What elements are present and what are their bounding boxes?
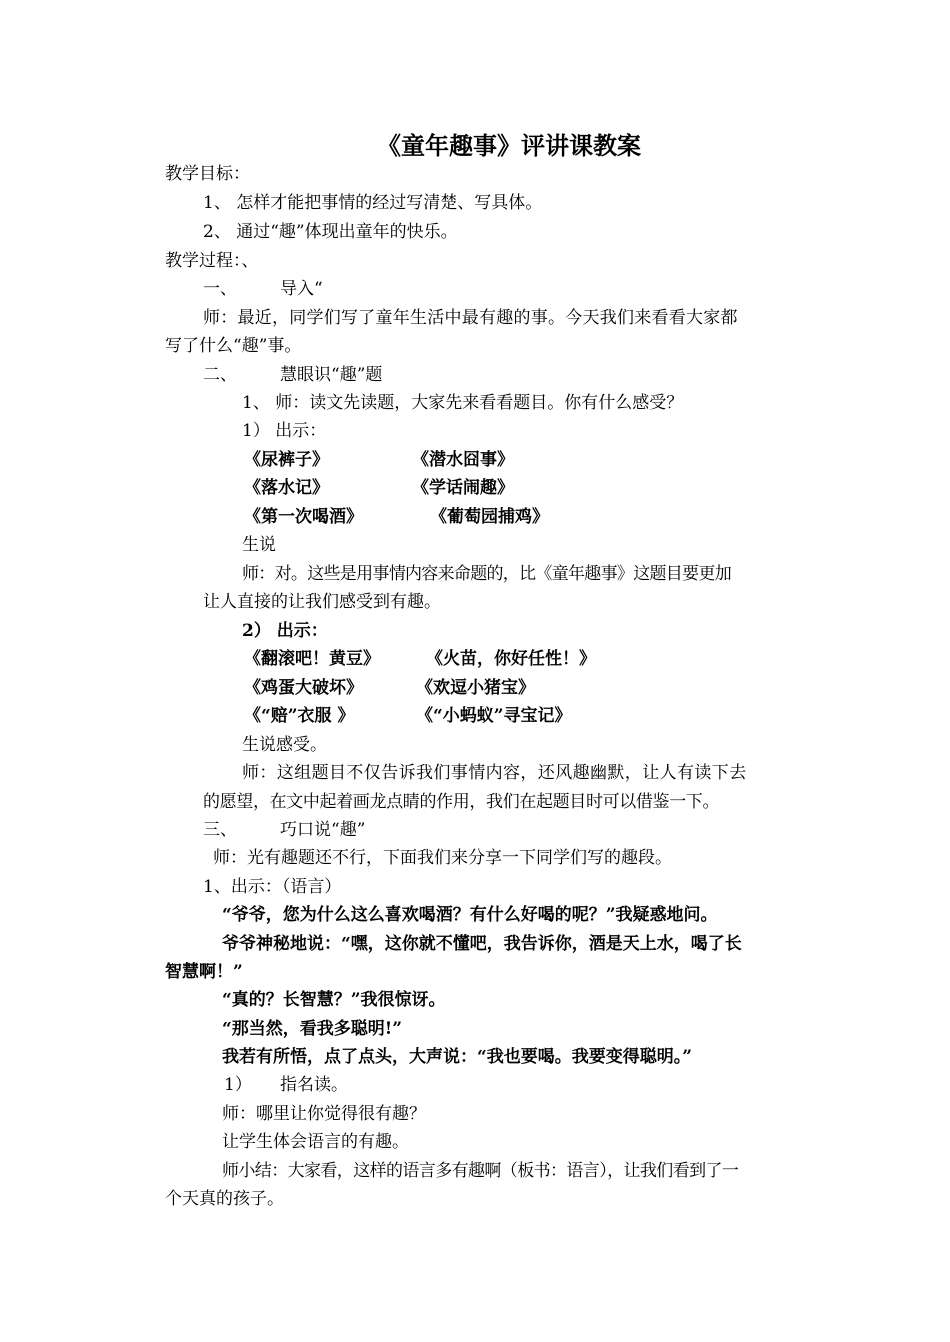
section-1-number: 一、 [203, 279, 237, 299]
essay-title: 《“小蚂蚁”寻宝记》 [416, 706, 572, 726]
dialogue-line: 智慧啊！” [165, 962, 243, 982]
teacher-comment-2-line-2: 的愿望，在文中起着画龙点睛的作用，我们在起题目时可以借鉴一下。 [203, 792, 720, 812]
goal-item-2: 2、 通过“趣”体现出童年的快乐。 [203, 222, 458, 242]
dialogue-line: 爷爷神秘地说：“嘿，这你就不懂吧，我告诉你，酒是天上水，喝了长 [222, 934, 742, 954]
dialogue-line: 我若有所悟，点了点头，大声说：“我也要喝。我要变得聪明。” [222, 1047, 693, 1067]
student-response: 生说 [242, 535, 276, 555]
section-1-para-line-1: 师：最近，同学们写了童年生活中最有趣的事。今天我们来看看大家都 [203, 308, 738, 328]
essay-title: 《第一次喝酒》 [244, 507, 363, 527]
page-title: 《童年趣事》评讲课教案 [377, 131, 641, 160]
essay-title: 《翻滚吧！黄豆》 [244, 649, 380, 669]
dialogue-line: “那当然，看我多聪明!” [222, 1019, 403, 1039]
process-heading: 教学过程：、 [165, 251, 259, 271]
teacher-question: 师：哪里让你觉得很有趣？ [222, 1104, 426, 1124]
essay-title: 《潜水囧事》 [412, 450, 514, 470]
step-1-text: 指名读。 [280, 1075, 348, 1095]
teacher-summary-line-2: 个天真的孩子。 [165, 1189, 284, 1209]
student-experience: 让学生体会语言的有趣。 [222, 1132, 409, 1152]
section-2-number: 二、 [203, 365, 237, 385]
essay-title: 《尿裤子》 [244, 450, 329, 470]
essay-title: 《“赔”衣服 》 [244, 706, 355, 726]
teacher-comment-1-line-1: 师：对。这些是用事情内容来命题的，比《童年趣事》这题目要更加 [242, 564, 731, 584]
section-3-title: 巧口说“趣” [280, 820, 366, 840]
teacher-comment-1-line-2: 让人直接的让我们感受到有趣。 [203, 592, 441, 612]
student-feeling: 生说感受。 [242, 735, 327, 755]
teacher-summary-line-1: 师小结：大家看，这样的语言多有趣啊（板书：语言），让我们看到了一 [222, 1161, 739, 1181]
teacher-comment-2-line-1: 师：这组题目不仅告诉我们事情内容，还风趣幽默，让人有读下去 [242, 763, 747, 783]
section-1-title: 导入“ [280, 279, 323, 299]
section-2-title: 慧眼识“趣”题 [280, 365, 383, 385]
essay-title: 《火苗，你好任性！》 [426, 649, 596, 669]
dialogue-line: “真的？长智慧？”我很惊讶。 [222, 990, 446, 1010]
goals-heading: 教学目标： [165, 164, 250, 184]
essay-title: 《欢逗小猪宝》 [416, 678, 535, 698]
essay-title: 《学话闹趣》 [412, 478, 514, 498]
section-3-para: 师：光有趣题还不行，下面我们来分享一下同学们写的趣段。 [213, 848, 672, 868]
section-3-number: 三、 [203, 820, 237, 840]
section-2-question: 1、 师：读文先读题，大家先来看看题目。你有什么感受？ [242, 393, 684, 413]
dialogue-line: “爷爷，您为什么这么喜欢喝酒？有什么好喝的呢？”我疑惑地问。 [222, 905, 718, 925]
essay-title: 《葡萄园捕鸡》 [430, 507, 549, 527]
show-3-label: 1、出示：（语言） [203, 877, 342, 897]
show-2-label: 2） 出示： [242, 621, 328, 641]
essay-title: 《落水记》 [244, 478, 329, 498]
goal-item-1: 1、 怎样才能把事情的经过写清楚、写具体。 [203, 193, 543, 213]
show-1-label: 1） 出示： [242, 421, 327, 441]
step-1-number: 1） [224, 1075, 252, 1095]
section-1-para-line-2: 写了什么“趣”事。 [165, 336, 302, 356]
essay-title: 《鸡蛋大破坏》 [244, 678, 363, 698]
